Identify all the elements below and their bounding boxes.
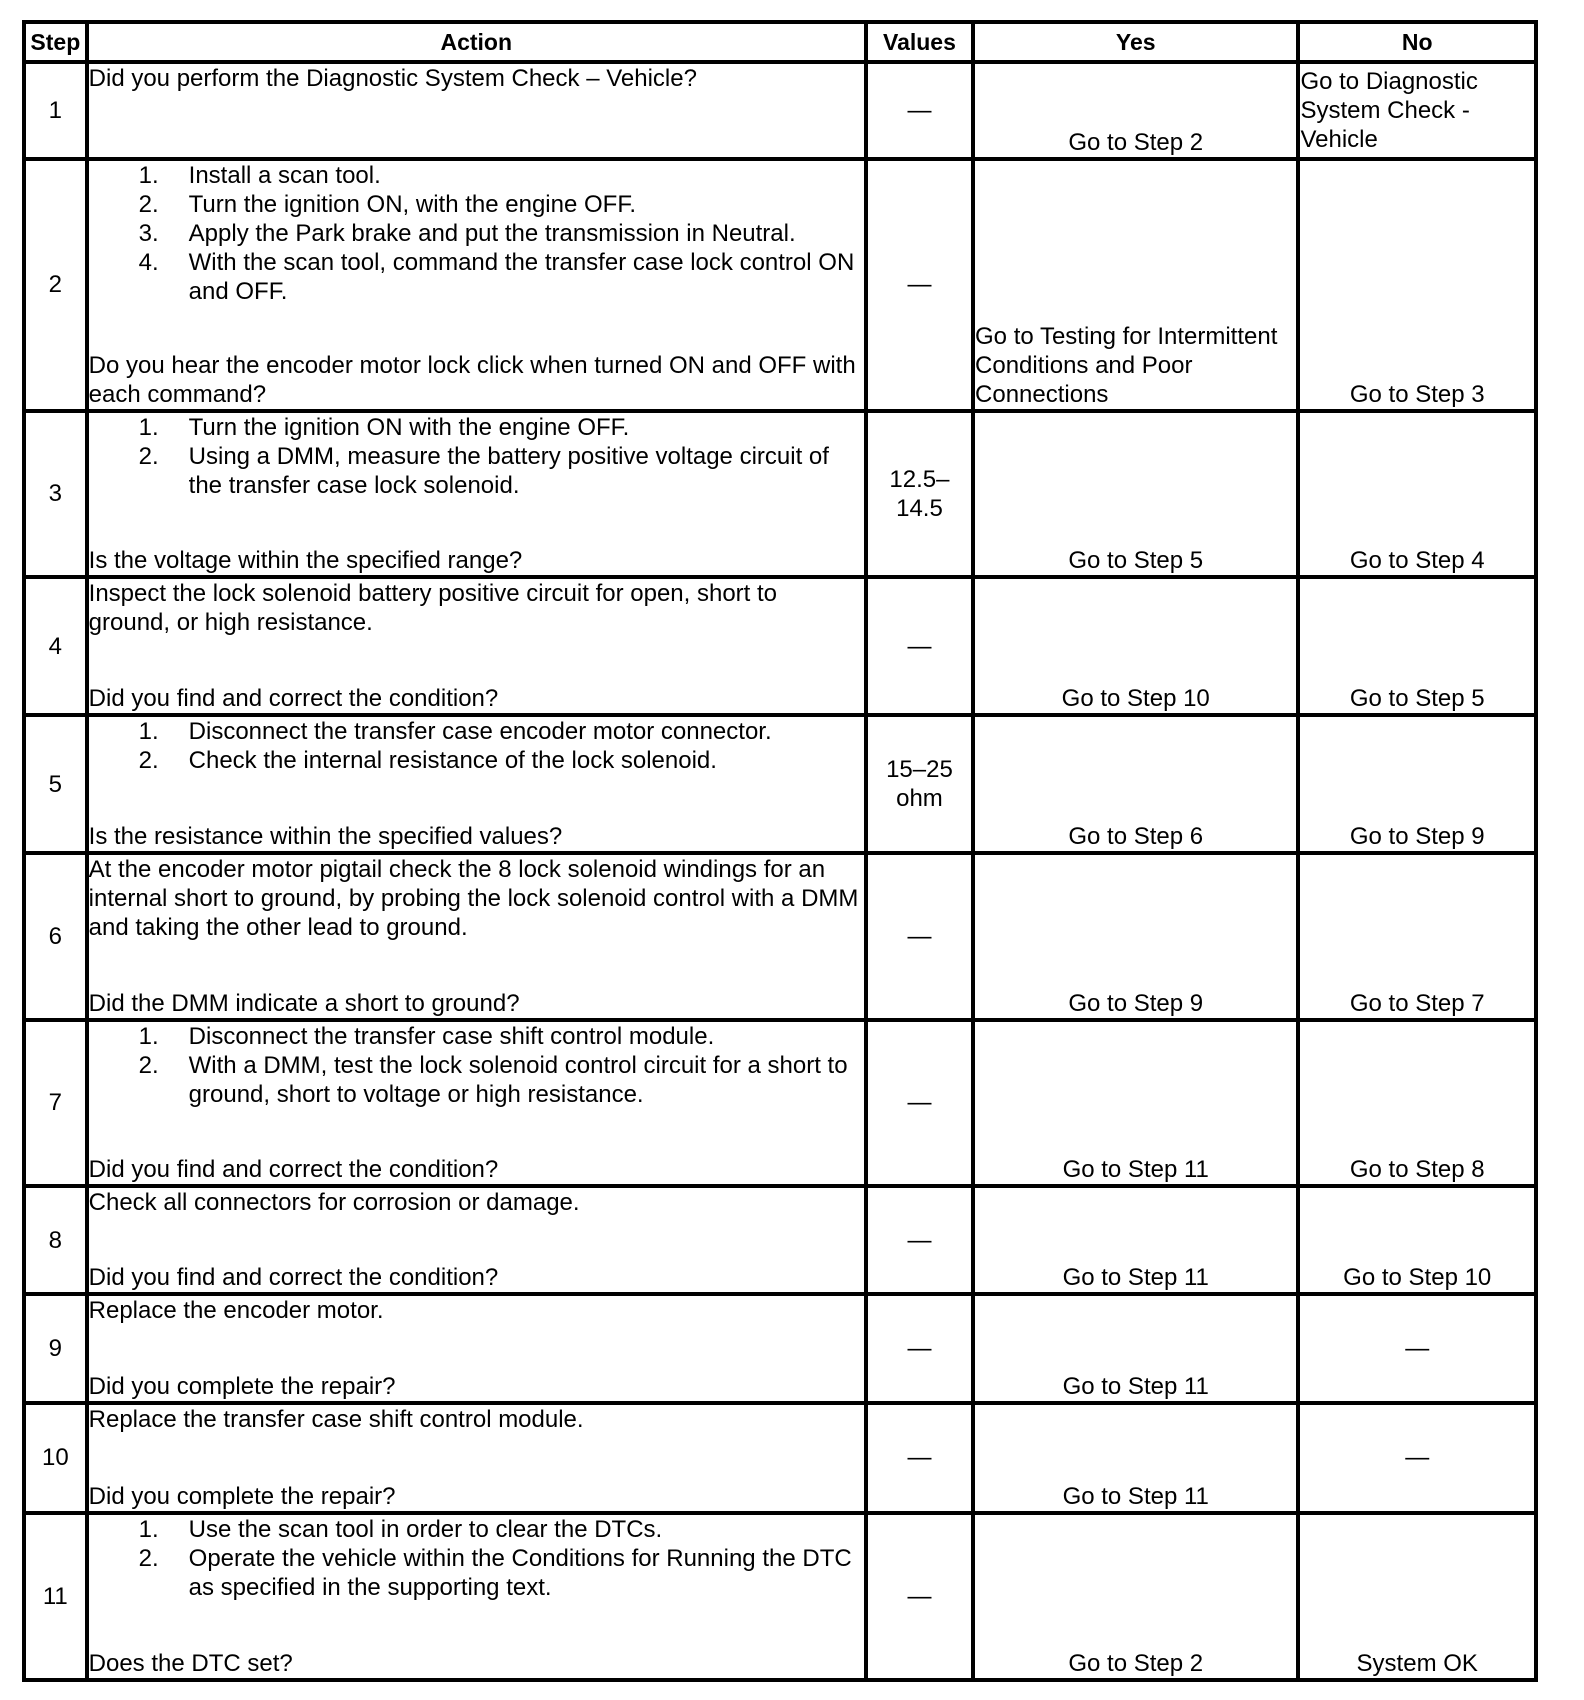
- action-question: Is the voltage within the specified range?: [88, 546, 523, 574]
- values-cell: [866, 1403, 973, 1512]
- values-cell: [866, 577, 973, 715]
- action-cell: [87, 577, 866, 715]
- no-cell: [1298, 62, 1536, 159]
- action-question: Did you complete the repair?: [88, 1373, 396, 1401]
- action-text: Replace the transfer case shift control module.: [88, 1406, 584, 1434]
- action-question: Did you complete the repair?: [88, 1482, 396, 1510]
- step-number: 1: [24, 62, 87, 159]
- values-cell: [866, 715, 973, 853]
- values-text: 12.5– 14.5: [889, 465, 950, 522]
- action-cell: [87, 1513, 866, 1680]
- yes-cell: [973, 159, 1298, 410]
- values-text: —: [907, 97, 932, 125]
- action-cell: [87, 1020, 866, 1186]
- header-values: Values: [866, 22, 973, 62]
- table-row: [24, 1020, 1536, 1186]
- list-item-text: Check the internal resistance of the lock solenoid.: [188, 747, 717, 775]
- table-row: [24, 1186, 1536, 1294]
- step-number: 2: [24, 159, 87, 410]
- action-text: Replace the encoder motor.: [88, 1297, 384, 1325]
- step-number: 4: [24, 577, 87, 715]
- table-row: [24, 159, 1536, 410]
- action-steps-list: [89, 1022, 864, 1109]
- list-item: 2. Operate the vehicle within the Conditions for Running the DTC as specified in the supporting text.: [138, 1544, 852, 1601]
- header-no: No: [1298, 22, 1536, 62]
- table-row: [24, 577, 1536, 715]
- action-question: Is the resistance within the specified values?: [88, 823, 563, 851]
- yes-text: Go to Step 11: [1062, 1482, 1209, 1510]
- action-steps-list: [89, 413, 864, 500]
- action-cell: [87, 1403, 866, 1512]
- list-item-text: With the scan tool, command the transfer case lock control ON and OFF.: [188, 249, 855, 306]
- table-row: [24, 1513, 1536, 1680]
- step-number: 5: [24, 715, 87, 853]
- yes-text: Go to Step 5: [1068, 546, 1204, 574]
- step-number: 11: [24, 1513, 87, 1680]
- action-question: Does the DTC set?: [88, 1650, 293, 1677]
- list-item-text: With a DMM, test the lock solenoid control circuit for a short to ground, short to voltage or high resistance.: [188, 1051, 848, 1108]
- table-row: [24, 411, 1536, 577]
- list-item: 2. Turn the ignition ON, with the engine OFF.: [138, 191, 636, 219]
- action-text: Check all connectors for corrosion or damage.: [88, 1189, 580, 1217]
- action-cell: [87, 1186, 866, 1294]
- list-item-text: Operate the vehicle within the Conditions for Running the DTC as specified in the supporting text.: [188, 1544, 852, 1601]
- list-item: 1. Disconnect the transfer case encoder motor connector.: [138, 718, 772, 746]
- no-text: Go to Step 7: [1349, 989, 1485, 1017]
- no-cell: [1298, 853, 1536, 1019]
- step-number: 8: [24, 1186, 87, 1294]
- no-text: Go to Step 10: [1343, 1264, 1492, 1292]
- values-text: —: [907, 1335, 932, 1363]
- header-row: [24, 22, 1536, 62]
- header-step: Step: [24, 22, 87, 62]
- list-item: 1. Use the scan tool in order to clear the DTCs.: [138, 1515, 663, 1543]
- yes-cell: [973, 1020, 1298, 1186]
- action-question: Did you find and correct the condition?: [88, 1156, 499, 1184]
- values-cell: [866, 853, 973, 1019]
- list-item-text: Turn the ignition ON, with the engine OFF.: [188, 191, 636, 219]
- yes-text: Go to Step 2: [1068, 1650, 1204, 1677]
- action-question: Do you hear the encoder motor lock click when turned ON and OFF with each command?: [88, 351, 856, 408]
- no-cell: [1298, 411, 1536, 577]
- no-text: Go to Diagnostic System Check - Vehicle: [1300, 68, 1478, 153]
- list-item-text: Use the scan tool in order to clear the DTCs.: [188, 1515, 663, 1543]
- yes-cell: [973, 853, 1298, 1019]
- values-cell: [866, 62, 973, 159]
- no-text: —: [1405, 1335, 1430, 1363]
- values-text: —: [907, 1444, 932, 1472]
- yes-text: Go to Step 10: [1061, 685, 1210, 713]
- action-text: Did you perform the Diagnostic System Check – Vehicle?: [88, 65, 697, 92]
- no-cell: [1298, 577, 1536, 715]
- no-cell: [1298, 1294, 1536, 1403]
- list-item: 2. Check the internal resistance of the lock solenoid.: [138, 747, 717, 775]
- no-text: Go to Step 3: [1349, 380, 1485, 408]
- table-row: [24, 715, 1536, 853]
- yes-cell: [973, 62, 1298, 159]
- action-question: Did the DMM indicate a short to ground?: [88, 989, 520, 1017]
- values-text: —: [907, 923, 932, 951]
- yes-cell: [973, 411, 1298, 577]
- list-item: 1. Disconnect the transfer case shift control module.: [138, 1022, 715, 1050]
- no-cell: [1298, 159, 1536, 410]
- values-cell: [866, 1513, 973, 1680]
- values-cell: [866, 159, 973, 410]
- action-cell: [87, 1294, 866, 1403]
- yes-cell: [973, 1513, 1298, 1680]
- list-item: 1. Install a scan tool.: [138, 162, 381, 190]
- table-row: [24, 853, 1536, 1019]
- no-text: Go to Step 4: [1349, 546, 1485, 574]
- values-text: —: [907, 1582, 932, 1610]
- diagnostic-table: [22, 20, 1538, 1682]
- values-cell: [866, 1294, 973, 1403]
- no-text: —: [1405, 1444, 1430, 1472]
- header-yes: Yes: [973, 22, 1298, 62]
- action-text: Inspect the lock solenoid battery positive circuit for open, short to ground, or high resistance.: [88, 579, 778, 636]
- values-text: 15–25 ohm: [886, 756, 953, 813]
- values-cell: [866, 1020, 973, 1186]
- step-number: 3: [24, 411, 87, 577]
- action-cell: [87, 411, 866, 577]
- yes-cell: [973, 577, 1298, 715]
- list-item-text: Apply the Park brake and put the transmission in Neutral.: [188, 220, 796, 248]
- yes-cell: [973, 1186, 1298, 1294]
- list-item-text: Disconnect the transfer case shift control module.: [188, 1022, 715, 1050]
- values-cell: [866, 1186, 973, 1294]
- yes-text: Go to Testing for Intermittent Conditions and Poor Connections: [975, 322, 1278, 408]
- table-row: [24, 1294, 1536, 1403]
- no-cell: [1298, 1403, 1536, 1512]
- yes-text: Go to Step 11: [1062, 1373, 1209, 1401]
- yes-text: Go to Step 6: [1068, 823, 1204, 851]
- no-cell: [1298, 1020, 1536, 1186]
- step-number: 9: [24, 1294, 87, 1403]
- list-item-text: Turn the ignition ON with the engine OFF.: [188, 413, 630, 441]
- action-cell: [87, 159, 866, 410]
- action-steps-list: [89, 717, 864, 775]
- no-cell: [1298, 1513, 1536, 1680]
- yes-text: Go to Step 9: [1068, 989, 1204, 1017]
- table-row: [24, 1403, 1536, 1512]
- no-text: Go to Step 8: [1349, 1156, 1485, 1184]
- header-action: Action: [87, 22, 866, 62]
- step-number: 6: [24, 853, 87, 1019]
- no-text: System OK: [1356, 1650, 1478, 1677]
- list-item-text: Install a scan tool.: [188, 162, 381, 190]
- list-item: 2. Using a DMM, measure the battery positive voltage circuit of the transfer case lock solenoid.: [138, 442, 829, 499]
- table-row: [24, 62, 1536, 159]
- step-number: 10: [24, 1403, 87, 1512]
- yes-text: Go to Step 11: [1062, 1156, 1209, 1184]
- list-item: 4. With the scan tool, command the transfer case lock control ON and OFF.: [138, 249, 855, 306]
- no-text: Go to Step 5: [1349, 685, 1485, 713]
- action-question: Did you find and correct the condition?: [88, 685, 499, 713]
- yes-text: Go to Step 11: [1062, 1264, 1209, 1292]
- no-cell: [1298, 1186, 1536, 1294]
- action-steps-list: [89, 161, 864, 306]
- list-item-text: Using a DMM, measure the battery positive voltage circuit of the transfer case lock solenoid.: [188, 442, 829, 499]
- values-cell: [866, 411, 973, 577]
- list-item: 1. Turn the ignition ON with the engine OFF.: [138, 413, 630, 441]
- yes-cell: [973, 715, 1298, 853]
- yes-cell: [973, 1294, 1298, 1403]
- yes-cell: [973, 1403, 1298, 1512]
- yes-text: Go to Step 2: [1068, 129, 1204, 157]
- list-item: 3. Apply the Park brake and put the transmission in Neutral.: [138, 220, 796, 248]
- action-cell: [87, 715, 866, 853]
- values-text: —: [907, 632, 932, 660]
- values-text: —: [907, 271, 932, 299]
- action-text: At the encoder motor pigtail check the 8 lock solenoid windings for an internal short to ground, by probing the lock solenoid control with a DMM and taking the other lead to ground.: [88, 856, 859, 942]
- list-item: 2. With a DMM, test the lock solenoid control circuit for a short to ground, short to voltage or high resistance.: [138, 1051, 848, 1108]
- action-steps-list: [89, 1515, 864, 1602]
- list-item-text: Disconnect the transfer case encoder motor connector.: [188, 718, 772, 746]
- values-text: —: [907, 1089, 932, 1117]
- action-cell: [87, 853, 866, 1019]
- step-number: 7: [24, 1020, 87, 1186]
- no-cell: [1298, 715, 1536, 853]
- values-text: —: [907, 1226, 932, 1254]
- no-text: Go to Step 9: [1349, 823, 1485, 851]
- action-question: Did you find and correct the condition?: [88, 1264, 499, 1292]
- action-cell: [87, 62, 866, 159]
